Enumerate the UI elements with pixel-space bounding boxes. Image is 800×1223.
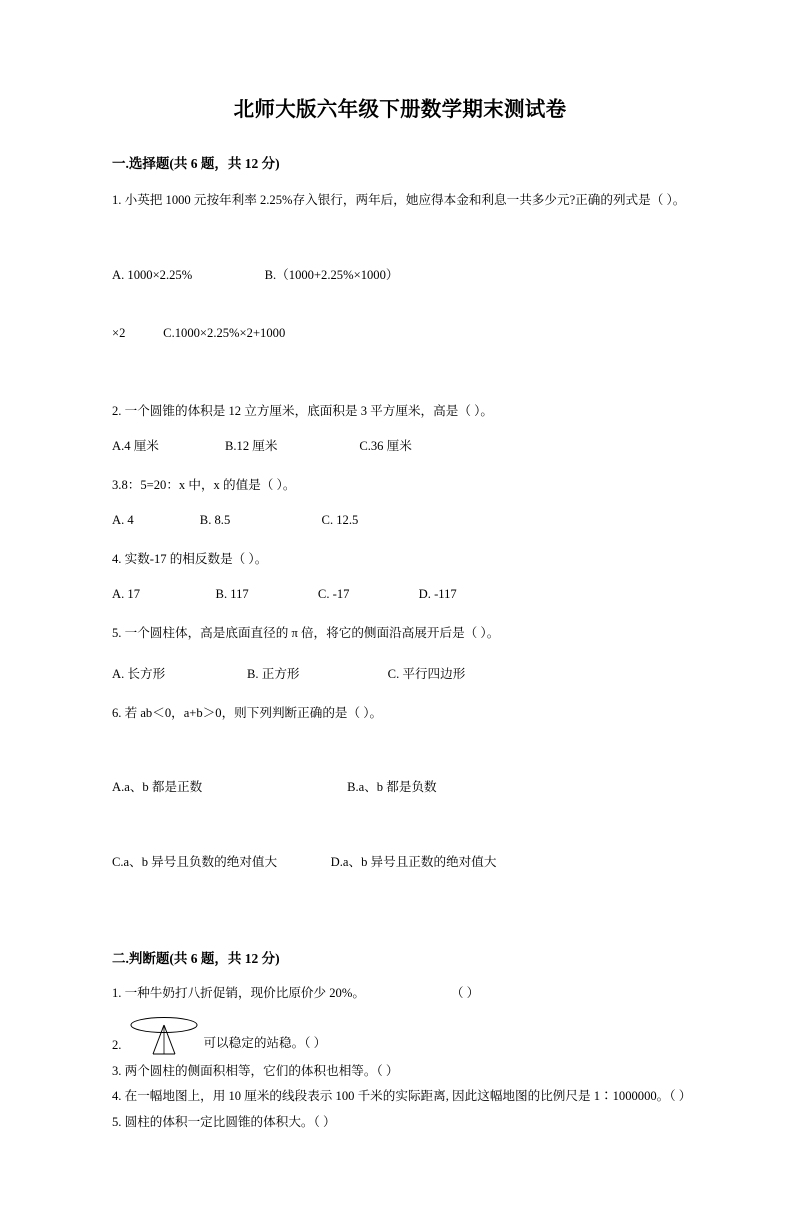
question-4: 4. 实数-17 的相反数是（ ）。 <box>112 551 268 566</box>
tf-item-4: 4. 在一幅地图上，用 10 厘米的线段表示 100 千米的实际距离, 因此这幅地图的比例尺是 1∶1000000。（ ） <box>112 1089 692 1104</box>
question-1-options-line-1: A. 1000×2.25% B.（1000+2.25%×1000） <box>112 267 399 282</box>
tf-item-2-prefix: 2. <box>112 1038 122 1053</box>
question-3: 3.8：5=20：x 中，x 的值是（ ）。 <box>112 477 296 492</box>
tf-item-2-text: 可以稳定的站稳。（ ） <box>203 1036 327 1051</box>
question-6: 6. 若 ab＜0，a+b＞0，则下列判断正确的是（ ）。 <box>112 705 383 720</box>
tf-item-5: 5. 圆柱的体积一定比圆锥的体积大。（ ） <box>112 1114 336 1129</box>
tf-item-3: 3. 两个圆柱的侧面积相等，它们的体积也相等。（ ） <box>112 1063 399 1078</box>
question-1-options <box>112 227 688 383</box>
tf-item-1-mark: （ ） <box>450 986 480 1001</box>
question-5-options: A. 长方形 B. 正方形 C. 平行四边形 <box>112 667 466 682</box>
question-1-options-line-2: ×2 C.1000×2.25%×2+1000 <box>112 326 286 341</box>
section-heading-truefalse: 二.判断题(共 6 题，共 12 分) <box>112 951 280 967</box>
cone-icon <box>127 1016 201 1056</box>
question-6-options-line-1: A.a、b 都是正数 B.a、b 都是负数 <box>112 780 437 795</box>
question-5: 5. 一个圆柱体，高是底面直径的 π 倍，将它的侧面沿高展开后是（ ）。 <box>112 625 500 640</box>
tf-item-1-text: 1. 一种牛奶打八折促销，现价比原价少 20%。 <box>112 986 365 1001</box>
question-2: 2. 一个圆锥的体积是 12 立方厘米，底面积是 3 平方厘米，高是（ ）。 <box>112 403 493 418</box>
page-title: 北师大版六年级下册数学期末测试卷 <box>233 99 567 121</box>
question-2-options: A.4 厘米 B.12 厘米 C.36 厘米 <box>112 439 412 454</box>
question-1: 1. 小英把 1000 元按年利率 2.25%存入银行，两年后，她应得本金和利息一共多少元?正确的列式是（ ）。 <box>112 193 686 207</box>
exam-page <box>0 92 800 1223</box>
question-3-options: A. 4 B. 8.5 C. 12.5 <box>112 513 359 528</box>
section-heading-choice: 一.选择题(共 6 题，共 12 分) <box>112 156 280 171</box>
tf-item-2 <box>112 1016 688 1056</box>
question-4-options: A. 17 B. 117 C. -17 D. -117 <box>112 587 457 602</box>
question-6-options <box>112 739 688 911</box>
tf-item-1 <box>112 984 688 1004</box>
question-6-options-line-2: C.a、b 异号且负数的绝对值大 D.a、b 异号且正数的绝对值大 <box>112 854 497 869</box>
